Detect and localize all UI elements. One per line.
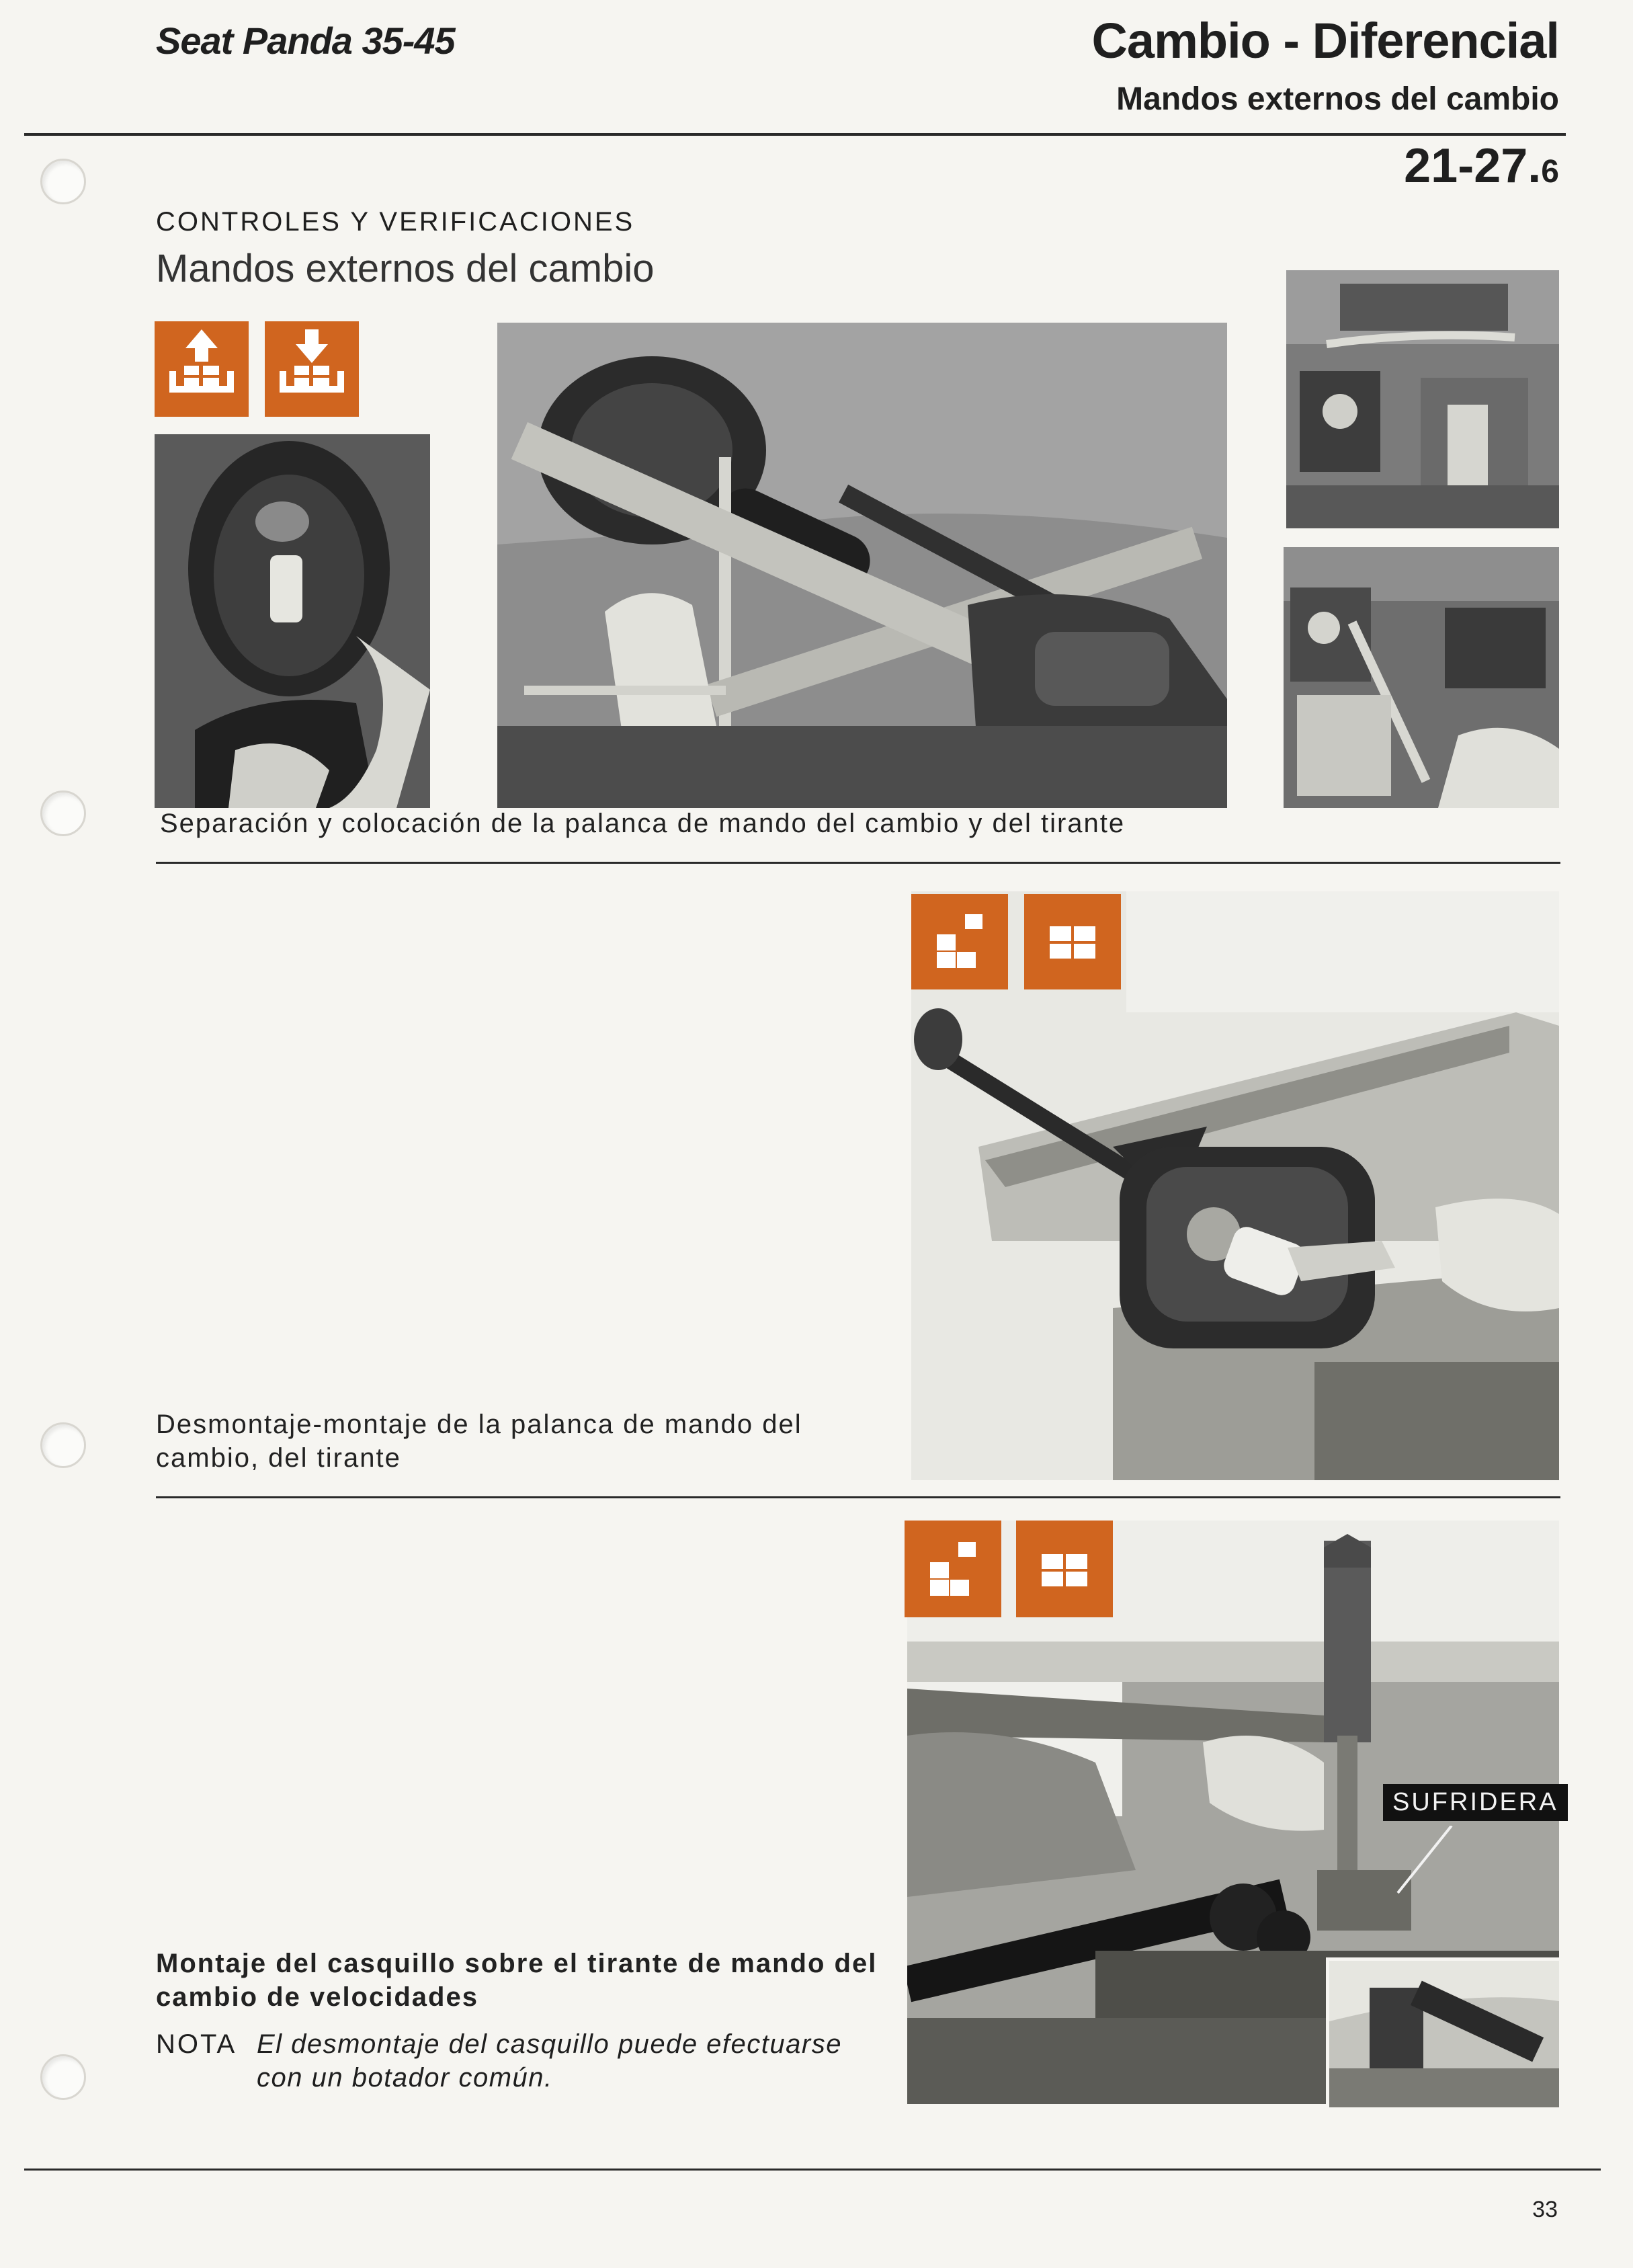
- footer-divider: [24, 2169, 1601, 2171]
- installation-icon: [265, 321, 359, 417]
- binder-hole-3: [40, 1422, 86, 1468]
- divider-2: [156, 1496, 1560, 1498]
- binder-hole-2: [40, 791, 86, 836]
- disassembly-icon: [911, 894, 1008, 989]
- assembly-icon-2: [1016, 1521, 1113, 1617]
- section-code: [1404, 138, 1559, 194]
- assembly-icon: [1024, 894, 1121, 989]
- photo-linkage-top: [1286, 270, 1559, 528]
- section-code-main: 21-27.: [1404, 139, 1542, 193]
- caption-disassembly-line2: cambio, del tirante: [156, 1443, 401, 1473]
- page-number: 33: [1532, 2197, 1558, 2222]
- header-divider: [24, 133, 1566, 136]
- photo-lever-disassembly: [911, 891, 1559, 1480]
- chapter-subtitle: Mandos externos del cambio: [1116, 81, 1559, 117]
- caption-disassembly-line1: Desmontaje-montaje de la palanca de mando del: [156, 1410, 802, 1439]
- photo-lever-boot: [155, 434, 430, 808]
- note-block: [156, 2027, 842, 2095]
- sufridera-leader-line: [1391, 1826, 1458, 1900]
- note-text-line1: El desmontaje del casquillo puede efectuarse: [257, 2029, 842, 2059]
- chapter-title: Cambio - Diferencial: [1091, 13, 1559, 69]
- sufridera-label: SUFRIDERA: [1383, 1784, 1568, 1821]
- disassembly-icon-2: [905, 1521, 1001, 1617]
- note-label: NOTA: [156, 2029, 237, 2059]
- photo-bushing-inset: [1326, 1957, 1562, 2111]
- photo-under-car: [497, 323, 1227, 808]
- binder-hole-1: [40, 159, 86, 204]
- divider-1: [156, 862, 1560, 864]
- caption-separation: Separación y colocación de la palanca de mando del cambio y del tirante: [160, 809, 1126, 838]
- caption-disassembly: [156, 1408, 802, 1475]
- caption-bushing: [156, 1947, 877, 2014]
- binder-hole-4: [40, 2054, 86, 2100]
- photo-linkage-screwdriver: [1284, 547, 1559, 808]
- caption-bushing-line1: Montaje del casquillo sobre el tirante de mando del: [156, 1949, 878, 1978]
- section-heading: CONTROLES Y VERIFICACIONES: [156, 207, 635, 237]
- note-text-line2: con un botador común.: [257, 2063, 553, 2093]
- manual-model-title: Seat Panda 35-45: [156, 19, 455, 62]
- note-text-wrap: [257, 2027, 842, 2095]
- caption-bushing-line2: cambio de velocidades: [156, 1982, 478, 2012]
- section-title: Mandos externos del cambio: [156, 247, 655, 290]
- removal-icon: [155, 321, 249, 417]
- section-code-sub: 6: [1541, 154, 1559, 190]
